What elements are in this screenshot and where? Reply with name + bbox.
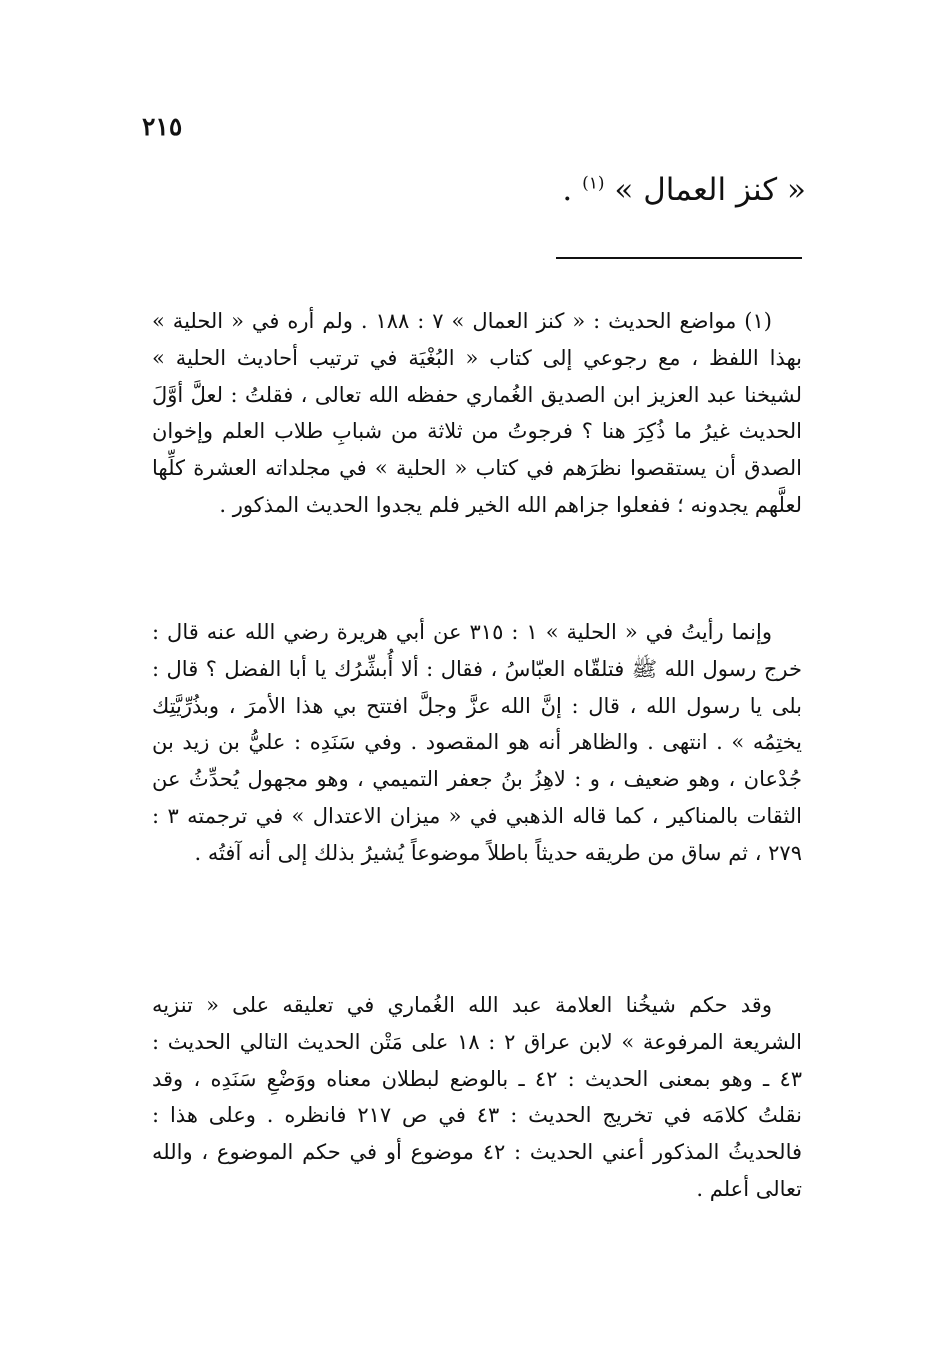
footnote-paragraph-2 [152, 614, 802, 872]
heading-period: . [562, 172, 573, 208]
footnote-marker: (١) [582, 173, 605, 194]
footnote-text-1: (١) مواضع الحديث : « كنز العمال » ٧ : ١٨٨ . ولم أره في « الحلية » بهذا اللفظ ، مع رجوعي إلى كتاب « البُغْيَة في ترتيب أحاديث الحلية » لشيخنا عبد العزيز ابن الصديق الغُماري حفظه الله تعالى ، فقلتُ : لعلَّ أوَّلَ الحديث غيرُ ما ذُكِرَ هنا ؟ فرجوتُ من ثلاثة من شبابِ طلاب العلم وإخوان الصدق أن يستقصوا نظرَهم في كتاب « الحلية » في مجلداته العشرة كلِّها لعلَّهم يجدونه ؛ ففعلوا جزاهم الله الخير فلم يجدوا الحديث المذكور . [152, 309, 802, 517]
footnote-separator [556, 257, 802, 259]
footnote-text-2: وإنما رأيتُ في « الحلية » ١ : ٣١٥ عن أبي هريرة رضي الله عنه قال : خرج رسول الله ﷺ فتلقّاه العبّاسُ ، فقال : ألا أُبشِّرُك يا أبا الفضل ؟ قال : بلى يا رسول الله ، قال : إنَّ الله عزَّ وجلَّ افتتح بي هذا الأمرَ ، وبذُرِّيَّتِك يختِمُه » . انتهى . والظاهر أنه هو المقصود . وفي سَنَدِه : عليُّ بن زيد بن جُدْعان ، وهو ضعيف ، و : لاهِزُ بنُ جعفر التميمي ، وهو مجهول يُحدِّثُ عن الثقات بالمناكير ، كما قاله الذهبي في « ميزان الاعتدال » في ترجمته ٣ : ٢٧٩ ، ثم ساق من طريقه حديثاً باطلاً موضوعاً يُشيرُ بذلك إلى أنه آفتُه . [152, 620, 802, 865]
footnote-paragraph-1 [152, 303, 802, 524]
footnote-paragraph-3 [152, 987, 802, 1208]
main-text-line [562, 172, 806, 208]
footnote-text-3: وقد حكم شيخُنا العلامة عبد الله الغُماري في تعليقه على « تنزيه الشريعة المرفوعة » لابن عراق ٢ : ١٨ على مَتْن الحديث التالي الحديث : ٤٣ ـ وهو بمعنى الحديث : ٤٢ ـ بالوضع لبطلان معناه ووَضْعِ سَنَدِه ، وقد نقلتُ كلامَه في تخريج الحديث : ٤٣ في ص ٢١٧ فانظره . وعلى هذا : فالحديثُ المذكور أعني الحديث : ٤٢ موضوع أو في حكم الموضوع ، والله تعالى أعلم . [152, 993, 803, 1201]
page-number: ٢١٥ [142, 112, 183, 141]
kanz-al-ummal-title: « كنز العمال » [614, 172, 806, 208]
